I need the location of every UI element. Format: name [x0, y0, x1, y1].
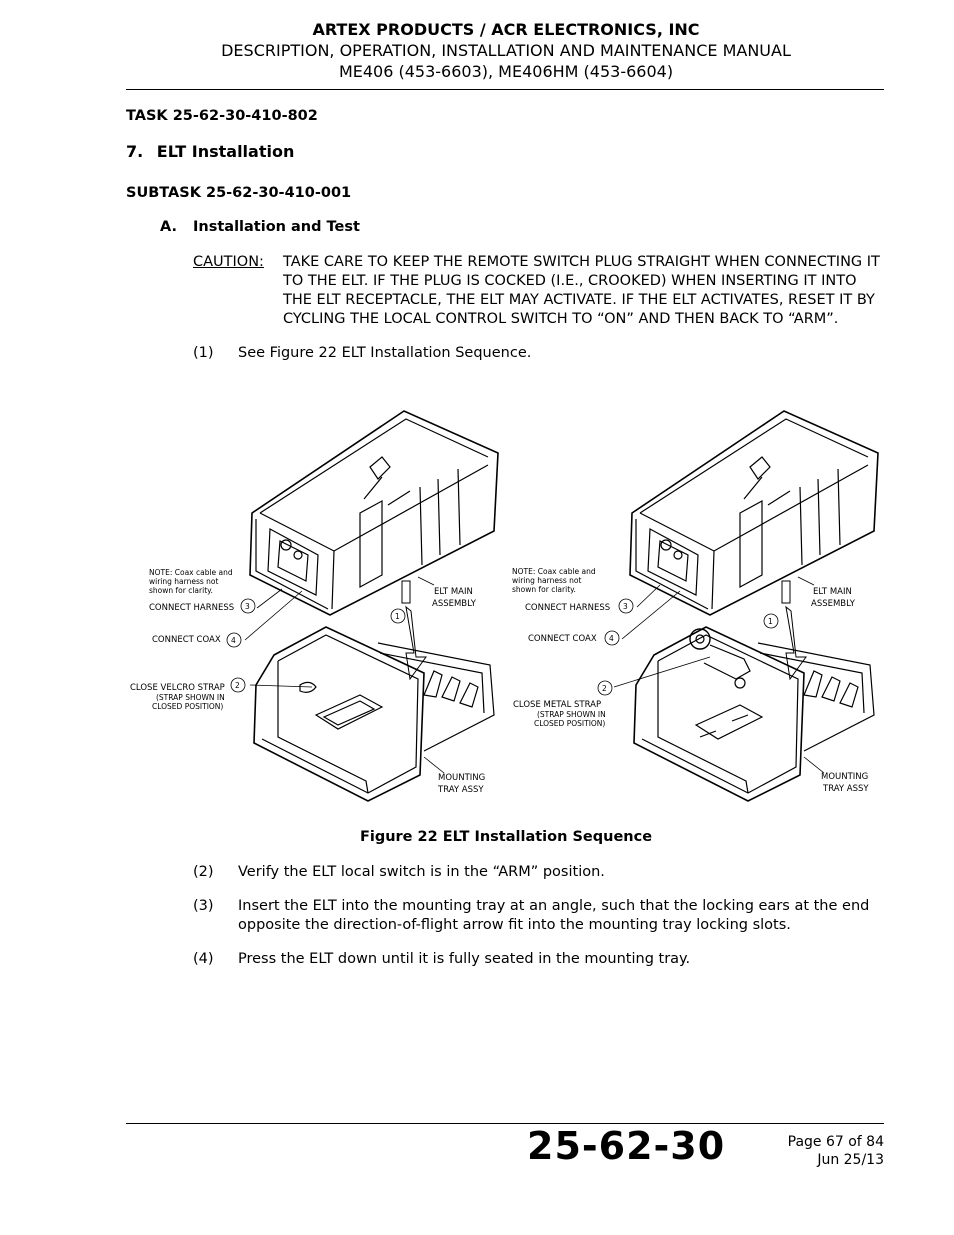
right-mounting: MOUNTING — [821, 772, 869, 782]
footer-doc-number: 25-62-30 — [527, 1124, 726, 1168]
right-close-strap: CLOSE METAL STRAP — [513, 700, 602, 710]
left-elt-main: ASSEMBLY — [432, 599, 476, 609]
left-mounting: TRAY ASSY — [438, 785, 484, 795]
header-manual-title: DESCRIPTION, OPERATION, INSTALLATION AND MAINTENANCE MANUAL — [221, 41, 791, 60]
caution-text — [283, 253, 883, 329]
right-connect-coax: CONNECT COAX — [528, 634, 597, 644]
right-callout-num: 1 — [768, 617, 773, 626]
caution-label: CAUTION: — [193, 254, 264, 270]
left-callout-num: 1 — [395, 612, 400, 621]
left-callout-num: 4 — [231, 636, 236, 645]
page-header — [126, 19, 886, 82]
left-close-strap: CLOSE VELCRO STRAP — [130, 683, 225, 693]
header-rule — [126, 89, 884, 90]
step-text: Verify the ELT local switch is in the “ARM” position. — [238, 864, 605, 880]
subsection-heading — [160, 219, 360, 235]
figure-labels — [130, 567, 869, 795]
footer-rule — [126, 1123, 884, 1124]
right-mounting: TRAY ASSY — [823, 784, 869, 794]
step-line: Insert the ELT into the mounting tray at an angle, such that the locking ears at the end — [238, 898, 870, 914]
right-elt-main: ELT MAIN — [813, 587, 852, 597]
left-note-line: NOTE: Coax cable and — [149, 568, 233, 577]
step-text: Press the ELT down until it is fully seated in the mounting tray. — [238, 951, 691, 967]
section-title: ELT Installation — [156, 142, 295, 161]
subtask-id: SUBTASK 25-62-30-410-001 — [126, 185, 352, 201]
left-mounting: MOUNTING — [438, 773, 486, 783]
figure-caption: Figure 22 ELT Installation Sequence — [359, 829, 653, 845]
left-connect-coax: CONNECT COAX — [152, 635, 221, 645]
step-number: (1) — [193, 345, 214, 361]
left-callout-num: 2 — [235, 681, 240, 690]
right-note-line: NOTE: Coax cable and — [512, 567, 596, 576]
left-elt-main: ELT MAIN — [434, 587, 473, 597]
footer-page: Page 67 of 84 — [787, 1134, 884, 1150]
left-callout-num: 3 — [245, 602, 250, 611]
right-callout-num: 2 — [602, 684, 607, 693]
left-strap-note: (STRAP SHOWN IN — [156, 693, 225, 702]
right-elt-main: ASSEMBLY — [811, 599, 855, 609]
right-note-line: shown for clarity. — [512, 585, 576, 594]
subsection-letter: A. — [160, 219, 177, 235]
caution-line: TO THE ELT. IF THE PLUG IS COCKED (I.E., CROOKED) WHEN INSERTING IT INTO — [283, 273, 857, 289]
elt-installation-figure — [120, 395, 880, 810]
left-strap-note: CLOSED POSITION) — [152, 702, 224, 711]
step-number: (4) — [193, 951, 214, 967]
step-number: (3) — [193, 898, 214, 914]
subsection-title: Installation and Test — [193, 219, 360, 235]
right-strap-note: CLOSED POSITION) — [534, 719, 606, 728]
right-strap-note: (STRAP SHOWN IN — [537, 710, 606, 719]
step-number: (2) — [193, 864, 214, 880]
right-callout-num: 4 — [609, 634, 614, 643]
section-number: 7. — [126, 142, 144, 161]
task-id: TASK 25-62-30-410-802 — [126, 108, 318, 124]
footer-page-info — [788, 1133, 884, 1169]
step-text — [238, 897, 869, 935]
header-company: ARTEX PRODUCTS / ACR ELECTRONICS, INC — [312, 20, 700, 39]
caution-line: TAKE CARE TO KEEP THE REMOTE SWITCH PLUG STRAIGHT WHEN CONNECTING IT — [283, 254, 880, 270]
caution-line: CYCLING THE LOCAL CONTROL SWITCH TO “ON” AND THEN BACK TO “ARM”. — [283, 311, 839, 327]
step-line: opposite the direction-of-flight arrow fit into the mounting tray locking slots. — [238, 917, 791, 933]
right-callout-num: 3 — [623, 602, 628, 611]
caution-line: THE ELT RECEPTACLE, THE ELT MAY ACTIVATE. IF THE ELT ACTIVATES, RESET IT BY — [283, 292, 875, 308]
left-note-line: wiring harness not — [149, 577, 219, 586]
left-connect-harness: CONNECT HARNESS — [149, 603, 235, 613]
footer-date: Jun 25/13 — [817, 1152, 884, 1168]
right-connect-harness: CONNECT HARNESS — [525, 603, 611, 613]
left-note-line: shown for clarity. — [149, 586, 213, 595]
section-heading — [126, 142, 294, 161]
right-note-line: wiring harness not — [512, 576, 582, 585]
step-text: See Figure 22 ELT Installation Sequence. — [238, 345, 532, 361]
header-model: ME406 (453-6603), ME406HM (453-6604) — [338, 62, 674, 81]
